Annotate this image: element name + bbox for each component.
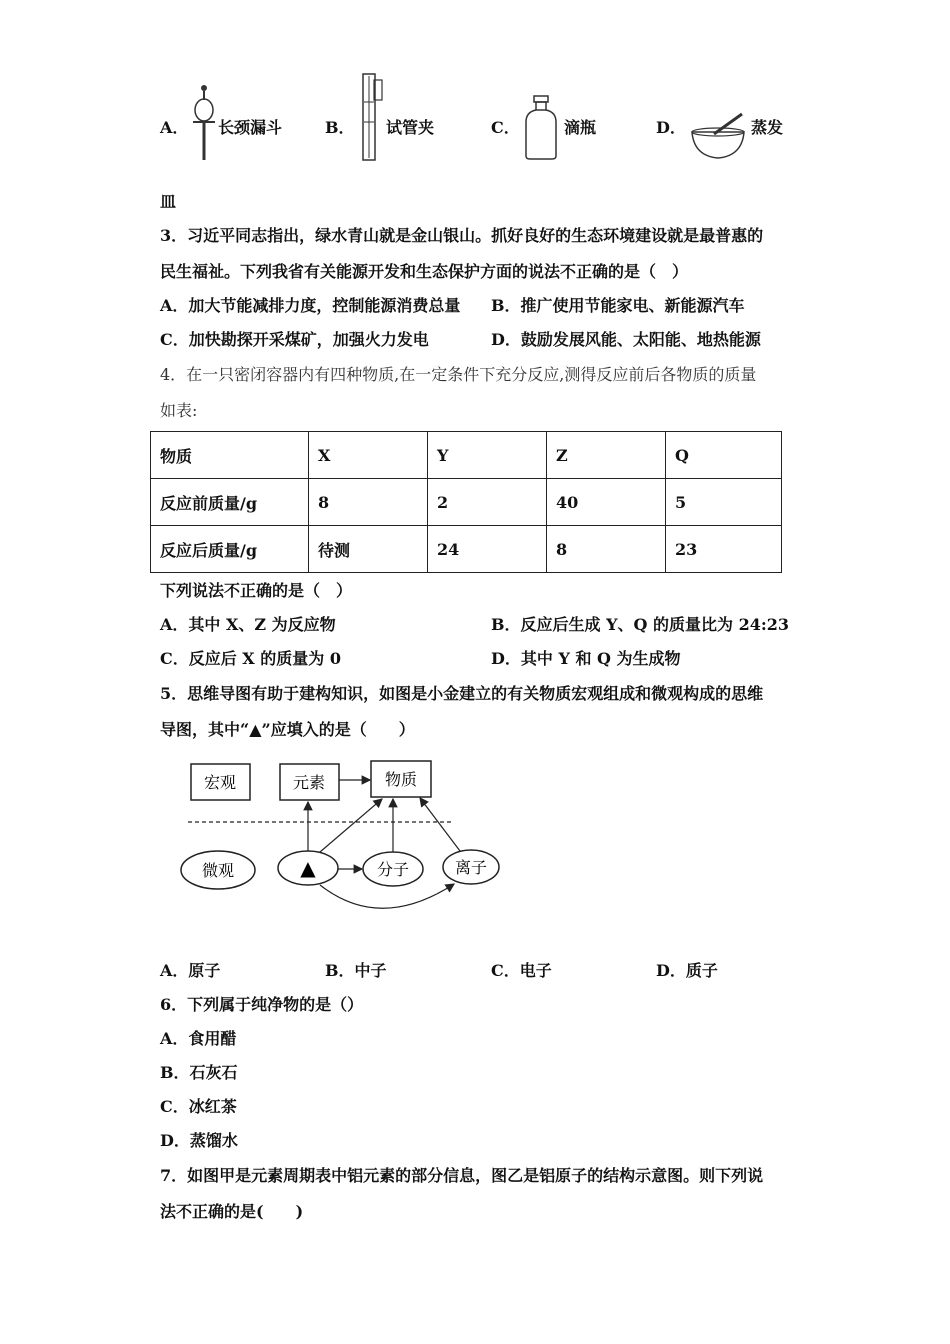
molecule-label: 分子 [376,860,410,879]
q3-option-c: C．加快勘探开采煤矿，加强火力发电 [160,330,429,349]
q2-option-a-text: 长颈漏斗 [218,118,283,137]
ion-label: 离子 [454,858,488,877]
q4-option-b: B．反应后生成 Y、Q 的质量比为 24:23 [491,615,790,634]
test-tube-clamp-icon [355,72,385,164]
q2-option-c-letter: C． [491,118,520,137]
q6-option-b: B．石灰石 [160,1063,238,1082]
q2-option-b-letter: B． [325,118,355,137]
table-cell: 待测 [309,526,428,573]
table-header-row [151,432,782,479]
q2-option-d-letter: D． [656,118,686,137]
q4-option-d: D．其中 Y 和 Q 为生成物 [491,649,681,668]
micro-label: 微观 [201,861,235,880]
q3-option-a: A．加大节能减排力度，控制能源消费总量 [160,296,461,315]
mass-table [150,431,782,573]
table-cell: 反应后质量/g [151,526,309,573]
triangle-placeholder: ▲ [300,856,316,880]
q5-option-d: D．质子 [656,961,718,980]
q5-option-b: B．中子 [325,961,387,980]
q6-option-a: A．食用醋 [160,1029,237,1048]
q7-stem-line2: 法不正确的是( ) [160,1202,304,1221]
table-header-cell: Z [547,432,666,479]
q5-stem-line2: 导图，其中“▲”应填入的是（ ） [160,720,415,739]
q6-option-d: D．蒸馏水 [160,1131,238,1150]
q6-stem: 6．下列属于纯净物的是（） [160,995,364,1014]
q4-option-a: A．其中 X、Z 为反应物 [160,615,336,634]
table-header-cell: X [309,432,428,479]
q4-option-c: C．反应后 X 的质量为 0 [160,649,341,668]
ion-to-substance-arrow [420,798,460,851]
table-row [151,479,782,526]
q2-option-a-letter: A． [160,118,189,137]
q5-option-c: C．电子 [491,961,552,980]
table-cell: 反应前质量/g [151,479,309,526]
q2-option-d-wrap: 皿 [160,192,177,211]
q2-option-d-text: 蒸发 [751,118,784,137]
element-label: 元素 [292,773,326,792]
table-cell: 23 [666,526,782,573]
substance-label: 物质 [384,770,418,789]
q4-stem-line1: 4．在一只密闭容器内有四种物质,在一定条件下充分反应,测得反应前后各物质的质量 [160,365,757,384]
triangle-to-substance-arrow [320,799,382,852]
dropper-bottle-icon [522,94,560,162]
q6-option-c: C．冰红茶 [160,1097,237,1116]
table-header-cell: Y [428,432,547,479]
q3-stem-line2: 民生福祉。下列我省有关能源开发和生态保护方面的说法不正确的是（ ） [160,262,689,281]
q3-stem-line1: 3．习近平同志指出，绿水青山就是金山银山。抓好良好的生态环境建设就是最普惠的 [160,226,764,245]
q3-option-b: B．推广使用节能家电、新能源汽车 [491,296,745,315]
table-cell: 8 [547,526,666,573]
table-cell: 2 [428,479,547,526]
table-cell: 40 [547,479,666,526]
q5-stem-line1: 5．思维导图有助于建构知识，如图是小金建立的有关物质宏观组成和微观构成的思维 [160,684,764,703]
q2-option-b-text: 试管夹 [386,118,435,137]
q3-option-d: D．鼓励发展风能、太阳能、地热能源 [491,330,761,349]
long-neck-funnel-icon [190,80,218,164]
table-cell: 8 [309,479,428,526]
triangle-to-ion-arrow [320,884,454,908]
q4-question: 下列说法不正确的是（ ） [160,581,353,600]
table-row [151,526,782,573]
table-header-cell: 物质 [151,432,309,479]
mind-map-diagram [170,752,510,932]
table-header-cell: Q [666,432,782,479]
mortar-pestle-icon [688,110,748,162]
q2-option-c-text: 滴瓶 [564,118,597,137]
q5-option-a: A．原子 [160,961,221,980]
macro-label: 宏观 [203,773,237,792]
q7-stem-line1: 7．如图甲是元素周期表中铝元素的部分信息，图乙是铝原子的结构示意图。则下列说 [160,1166,764,1185]
q4-stem-line2: 如表: [160,401,198,420]
table-cell: 24 [428,526,547,573]
table-cell: 5 [666,479,782,526]
